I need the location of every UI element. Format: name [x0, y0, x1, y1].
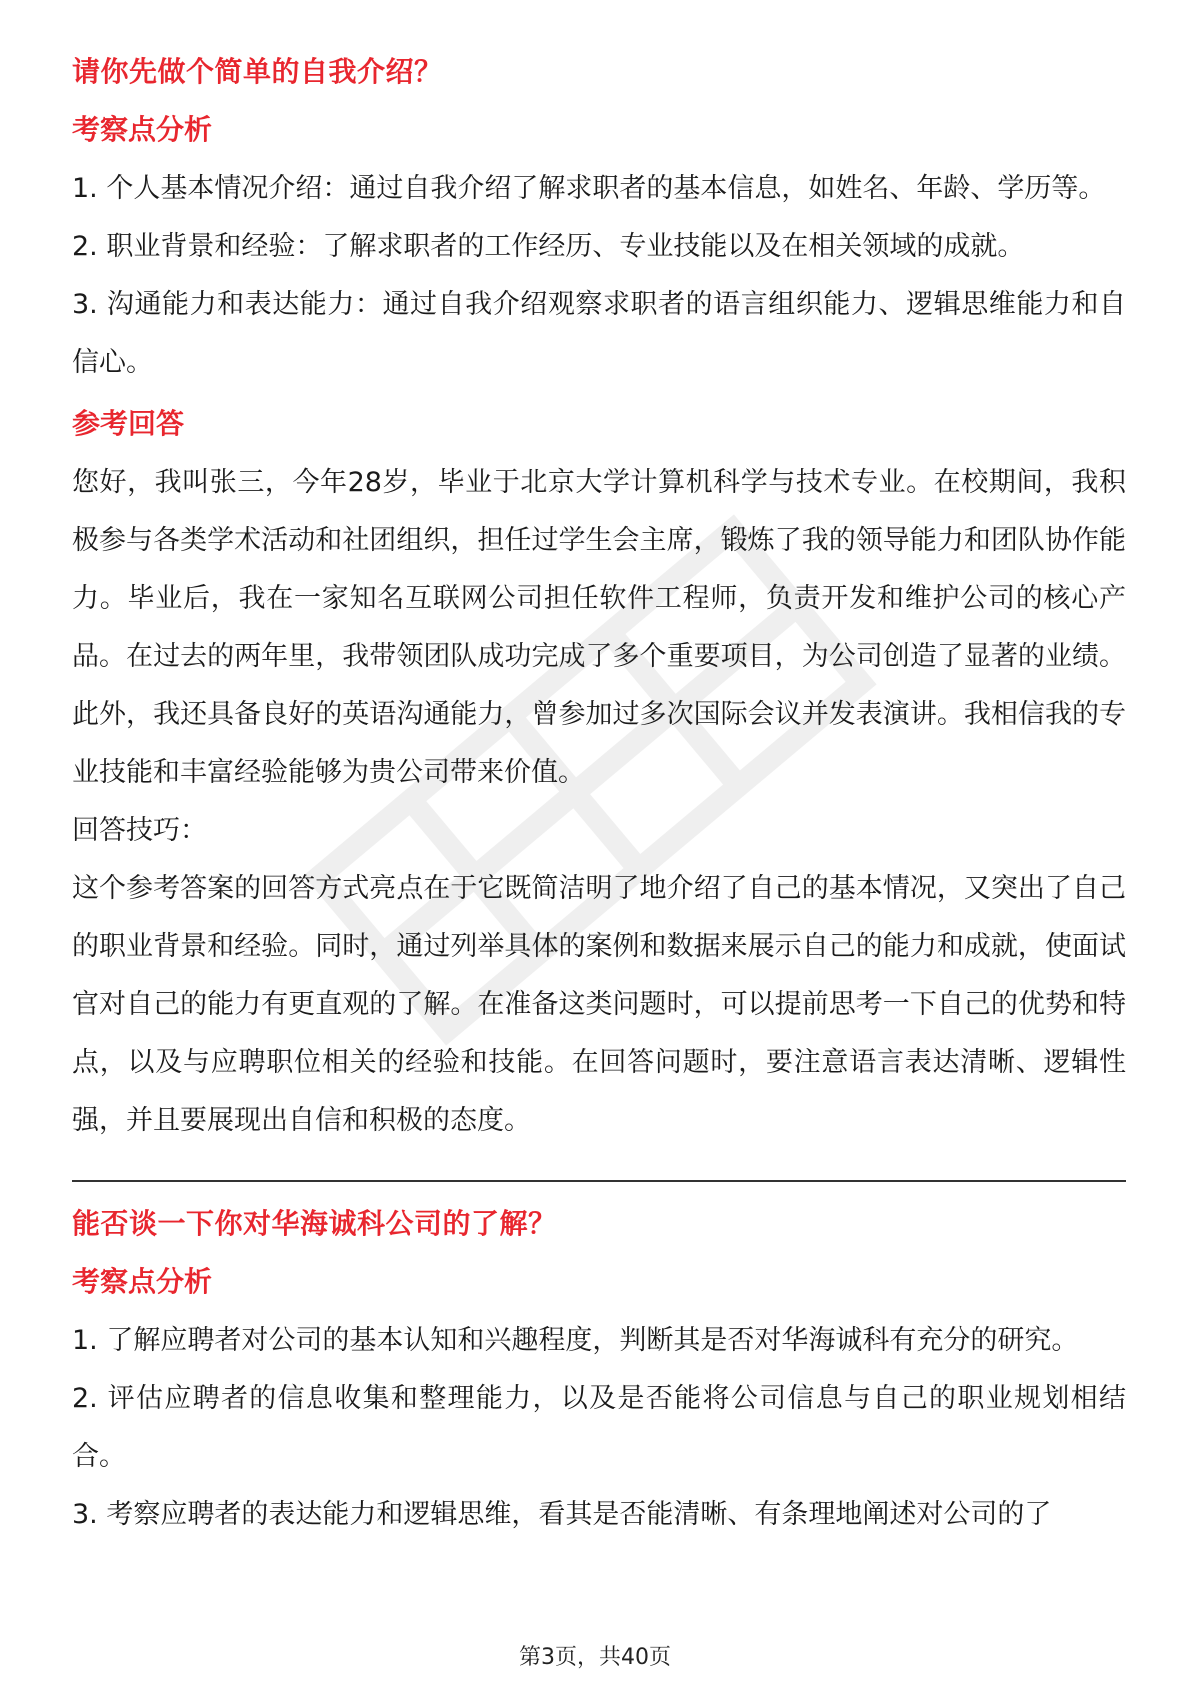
q2-analysis-item-1: 1. 了解应聘者对公司的基本认知和兴趣程度，判断其是否对华海诚科有充分的研究。 [72, 1325, 1079, 1356]
q1-analysis-heading: 考察点分析 [72, 113, 213, 146]
q1-answer-text: 您好，我叫张三，今年28岁，毕业于北京大学计算机科学与技术专业。在校期间，我积极参与各类学术活动和社团组织，担任过学生会主席，锻炼了我的领导能力和团队协作能力。毕业后，我在一家知名互联网公司担任软件工程师，负责开发和维护公司的核心产品。在过去的两年里，我带领团队成功完成了多个重要项目，为公司创造了显著的业绩。此外，我还具备良好的英语沟通能力，曾参加过多次国际会议并发表演讲。我相信我的专业技能和丰富经验能够为贵公司带来价值。 [72, 467, 1126, 788]
question-2-title: 能否谈一下你对华海诚科公司的了解？ [72, 1207, 557, 1240]
q1-answer-heading: 参考回答 [72, 407, 185, 440]
q2-analysis-item-3: 3. 考察应聘者的表达能力和逻辑思维，看其是否能清晰、有条理地阐述对公司的了 [72, 1499, 1052, 1530]
section-divider [72, 1180, 1126, 1182]
question-1-title: 请你先做个简单的自我介绍？ [72, 55, 443, 88]
q1-analysis-item-3: 3. 沟通能力和表达能力：通过自我介绍观察求职者的语言组织能力、逻辑思维能力和自信心。 [72, 289, 1126, 378]
q1-analysis-item-1: 1. 个人基本情况介绍：通过自我介绍了解求职者的基本信息，如姓名、年龄、学历等。 [72, 173, 1106, 204]
q1-analysis-item-2: 2. 职业背景和经验：了解求职者的工作经历、专业技能以及在相关领域的成就。 [72, 231, 1025, 262]
q1-tips-text: 这个参考答案的回答方式亮点在于它既简洁明了地介绍了自己的基本情况，又突出了自己的职业背景和经验。同时，通过列举具体的案例和数据来展示自己的能力和成就，使面试官对自己的能力有更直观的了解。在准备这类问题时，可以提前思考一下自己的优势和特点，以及与应聘职位相关的经验和技能。在回答问题时，要注意语言表达清晰、逻辑性强，并且要展现出自信和积极的态度。 [72, 873, 1126, 1136]
page-number: 第3页，共40页 [519, 1645, 671, 1670]
document-page [72, 50, 1126, 1544]
q2-analysis-heading: 考察点分析 [72, 1265, 213, 1298]
q2-analysis-item-2: 2. 评估应聘者的信息收集和整理能力，以及是否能将公司信息与自己的职业规划相结合。 [72, 1383, 1126, 1472]
q1-tips-heading: 回答技巧： [72, 815, 207, 846]
